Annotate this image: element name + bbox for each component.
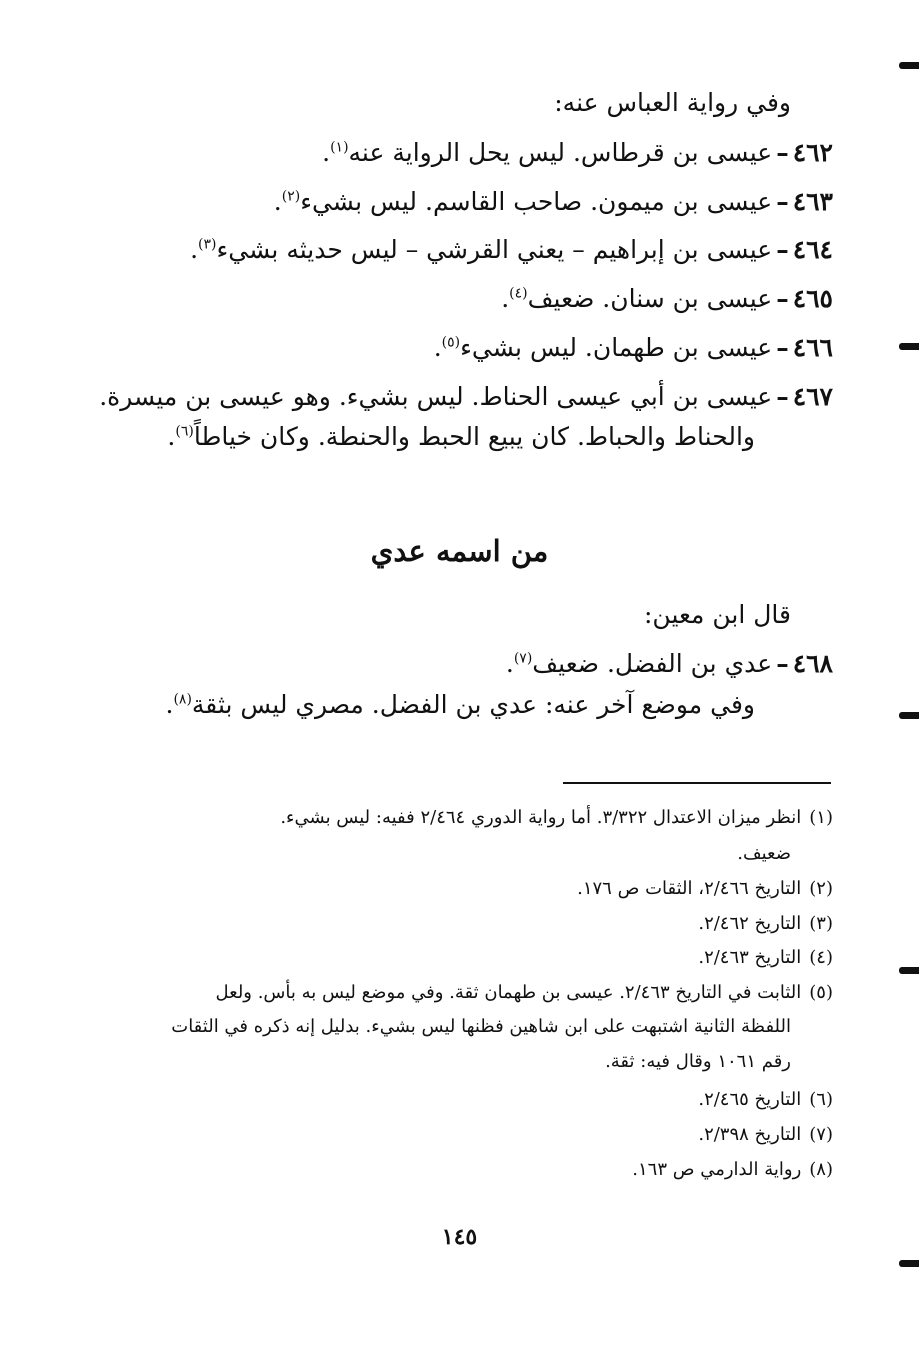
footnote-label: (٥) (809, 982, 833, 1003)
page-number: ١٤٥ (441, 1224, 478, 1250)
scan-edge-mark (899, 62, 919, 69)
footnote-ref: (٦) (175, 423, 194, 440)
footnote-3 (698, 912, 833, 936)
footnote-1 (280, 806, 833, 830)
footnote-ref: (٧) (513, 650, 533, 667)
footnote-text: التاريخ ٢/٤٦٥. (698, 1089, 802, 1110)
footnote-2 (577, 877, 833, 901)
footnote-5-cont-1 (171, 1015, 791, 1039)
intro-text: وفي رواية العباس عنه: (554, 88, 791, 117)
entry-number: ٤٦٣ (792, 187, 833, 216)
scan-edge-mark (899, 712, 919, 719)
entry-465 (501, 284, 833, 314)
footnote-8 (632, 1158, 833, 1182)
entry-466 (434, 333, 833, 363)
entry-463 (274, 187, 833, 217)
scan-edge-mark (899, 967, 919, 974)
entry-dash: – (776, 138, 789, 167)
entry-number: ٤٦٢ (792, 138, 833, 167)
entry-dash: – (776, 333, 789, 362)
footnote-text: رواية الدارمي ص ١٦٣. (632, 1159, 802, 1180)
footnote-6 (698, 1088, 833, 1112)
intro-line-2 (644, 600, 791, 630)
entry-end: . (273, 187, 282, 216)
entry-number: ٤٦٧ (792, 382, 833, 411)
entry-text: عيسى بن طهمان. ليس بشيء (460, 333, 773, 362)
entry-text: عيسى بن إبراهيم – يعني القرشي – ليس حديثه بشيء (216, 235, 773, 264)
intro-line (554, 88, 791, 118)
footnote-text: التاريخ ٢/٤٦٦، الثقات ص ١٧٦. (577, 878, 802, 899)
footnote-1-cont (737, 842, 791, 866)
entry-number: ٤٦٦ (792, 333, 833, 362)
entry-number: ٤٦٤ (792, 235, 833, 264)
entry-text: عيسى بن ميمون. صاحب القاسم. ليس بشيء (300, 187, 773, 216)
footnote-label: (٦) (809, 1089, 833, 1110)
footnote-text: التاريخ ٢/٣٩٨. (698, 1124, 802, 1145)
entry-end: . (165, 690, 174, 719)
footnote-label: (١) (809, 807, 833, 828)
footnote-5 (216, 981, 834, 1005)
entry-text: عيسى بن سنان. ضعيف (527, 284, 773, 313)
entry-dash: – (776, 382, 789, 411)
footnote-ref: (٣) (198, 236, 217, 253)
entry-dash: – (776, 235, 789, 264)
footnote-text: التاريخ ٢/٤٦٢. (698, 913, 802, 934)
intro-text: قال ابن معين: (643, 600, 791, 629)
entry-468 (506, 649, 833, 679)
footnote-label: (٨) (809, 1159, 833, 1180)
entry-dash: – (776, 284, 789, 313)
footnote-text: اللفظة الثانية اشتبهت على ابن شاهين فظنها ليس بشيء. بدليل إنه ذكره في الثقات (171, 1016, 791, 1037)
entry-dash: – (776, 649, 789, 678)
entry-text: والحناط والحباط. كان يبيع الحبط والحنطة. وكان خياطاً (193, 422, 755, 451)
footnote-text: ضعيف. (737, 843, 791, 864)
entry-end: . (322, 138, 331, 167)
entry-number: ٤٦٥ (792, 284, 833, 313)
footnote-text: انظر ميزان الاعتدال ٣/٣٢٢. أما رواية الدوري ٢/٤٦٤ ففيه: ليس بشيء. (280, 807, 802, 828)
entry-end: . (501, 284, 510, 313)
section-heading: من اسمه عدي (370, 534, 549, 568)
entry-464 (190, 235, 833, 265)
entry-text: عيسى بن أبي عيسى الحناط. ليس بشيء. وهو عيسى بن ميسرة. (99, 382, 773, 411)
footnote-5-cont-2 (605, 1050, 791, 1074)
footnote-label: (٤) (809, 947, 833, 968)
footnote-text: رقم ١٠٦١ وقال فيه: ثقة. (605, 1051, 791, 1072)
entry-468-other-location (165, 690, 755, 720)
footnote-label: (٣) (809, 913, 833, 934)
entry-467 (99, 382, 833, 412)
entry-number: ٤٦٨ (792, 649, 833, 678)
footnote-ref: (٢) (281, 188, 301, 205)
scan-edge-mark (899, 1260, 919, 1267)
footnote-label: (٧) (809, 1124, 833, 1145)
footnote-4 (698, 946, 833, 970)
footnote-7 (698, 1123, 833, 1147)
footnote-ref: (١) (330, 139, 349, 156)
entry-text: عدي بن الفضل. ضعيف (532, 649, 773, 678)
footnote-text: التاريخ ٢/٤٦٣. (698, 947, 802, 968)
entry-462 (322, 138, 833, 168)
scan-edge-mark (899, 343, 919, 350)
footnote-separator (563, 782, 831, 784)
footnote-ref: (٥) (441, 334, 461, 351)
footnote-text: الثابت في التاريخ ٢/٤٦٣. عيسى بن طهمان ثقة. وفي موضع ليس به بأس. ولعل (215, 982, 802, 1003)
entry-end: . (505, 649, 514, 678)
entry-end: . (190, 235, 199, 264)
footnote-label: (٢) (809, 878, 833, 899)
entry-end: . (433, 333, 442, 362)
footnote-ref: (٤) (509, 285, 528, 302)
entry-dash: – (776, 187, 789, 216)
entry-text: عيسى بن قرطاس. ليس يحل الرواية عنه (348, 138, 773, 167)
footnote-ref: (٨) (173, 691, 192, 708)
entry-text: وفي موضع آخر عنه: عدي بن الفضل. مصري ليس بثقة (191, 690, 755, 719)
entry-end: . (167, 422, 176, 451)
entry-467-continuation (167, 422, 755, 452)
